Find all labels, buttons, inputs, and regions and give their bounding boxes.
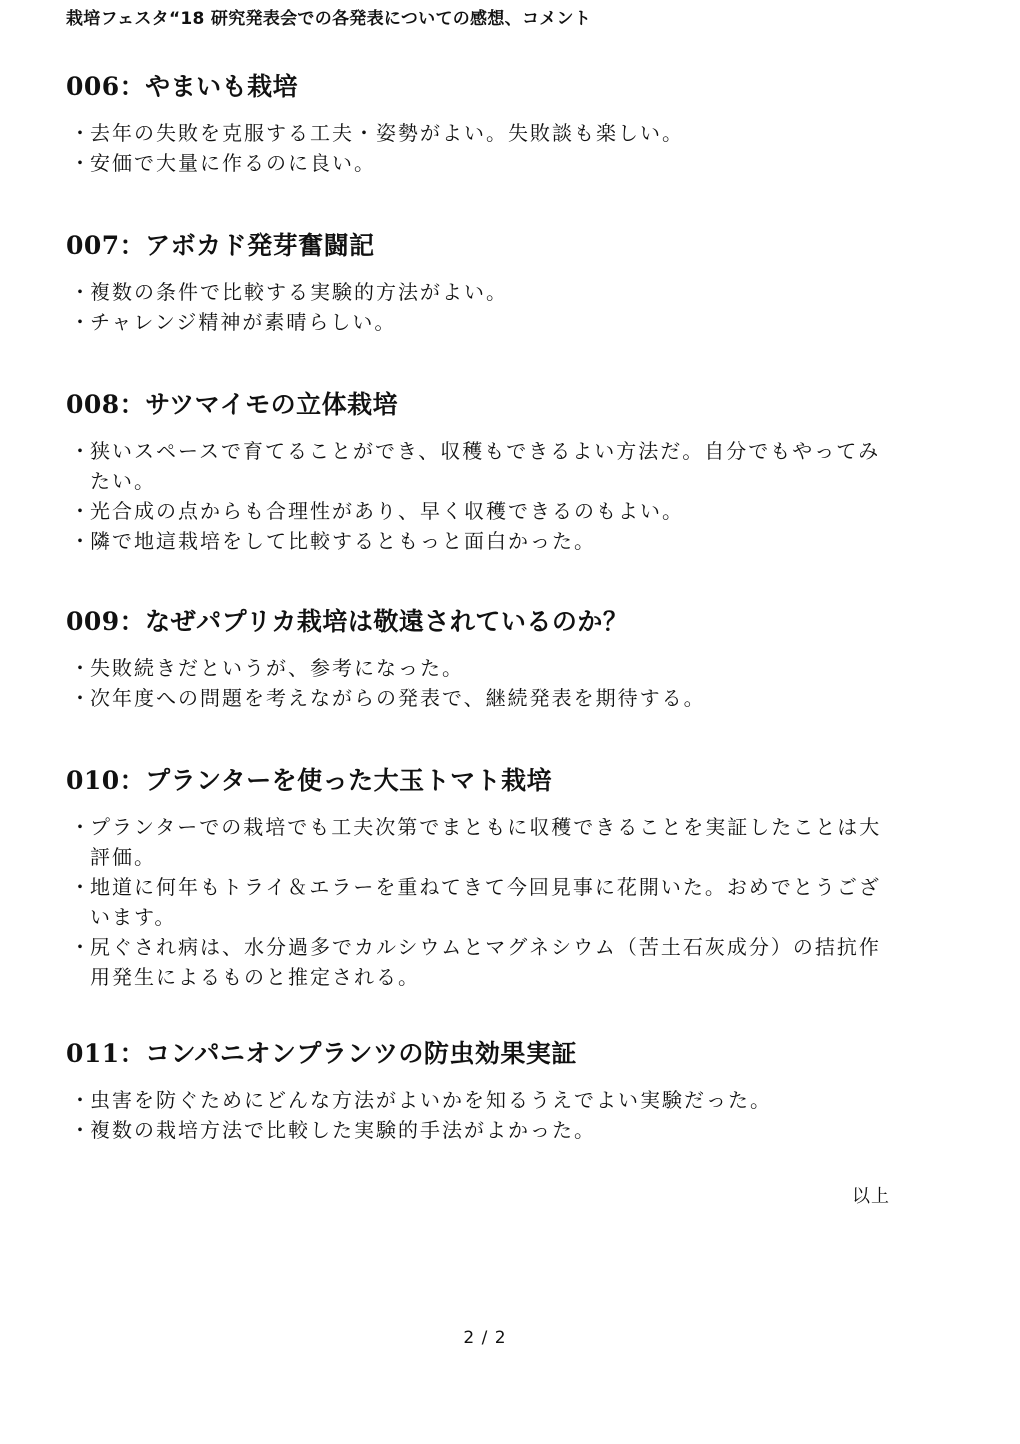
comment-text: 失敗続きだというが、参考になった。 bbox=[90, 656, 464, 680]
list-item bbox=[66, 653, 896, 683]
bullet-mark: ・ bbox=[70, 815, 92, 839]
comment-list bbox=[66, 277, 896, 337]
section-010 bbox=[66, 764, 896, 992]
bullet-mark: ・ bbox=[70, 151, 92, 175]
comment-list bbox=[66, 653, 896, 713]
bullet-mark: ・ bbox=[70, 529, 92, 553]
section-title: 008：サツマイモの立体栽培 bbox=[66, 390, 399, 419]
list-item bbox=[66, 118, 896, 148]
section-title: 009：なぜパプリカ栽培は敬遠されているのか？ bbox=[66, 607, 629, 636]
bullet-mark: ・ bbox=[70, 656, 92, 680]
section-009 bbox=[66, 605, 896, 713]
section-007 bbox=[66, 229, 896, 337]
list-item bbox=[66, 277, 896, 307]
comment-list bbox=[66, 118, 896, 178]
comment-list bbox=[66, 812, 896, 992]
comment-text: 虫害を防ぐためにどんな方法がよいかを知るうえでよい実験だった。 bbox=[90, 1088, 772, 1112]
list-item bbox=[66, 812, 896, 872]
list-item bbox=[66, 1115, 896, 1145]
section-title: 010：プランターを使った大玉トマト栽培 bbox=[66, 766, 553, 795]
comment-text: プランターでの栽培でも工夫次第でまともに収穫できることを実証したことは大評価。 bbox=[90, 815, 882, 869]
section-008 bbox=[66, 388, 896, 556]
comment-text: 隣で地這栽培をして比較するともっと面白かった。 bbox=[90, 529, 596, 553]
section-title: 011：コンパニオンプランツの防虫効果実証 bbox=[66, 1039, 577, 1068]
comment-text: 光合成の点からも合理性があり、早く収穫できるのもよい。 bbox=[90, 499, 684, 523]
bullet-mark: ・ bbox=[70, 439, 92, 463]
list-item bbox=[66, 932, 896, 992]
list-item bbox=[66, 148, 896, 178]
page-number: 2 / 2 bbox=[463, 1328, 507, 1348]
section-title: 006：やまいも栽培 bbox=[66, 72, 299, 101]
closing-remark: 以上 bbox=[852, 1186, 890, 1207]
list-item bbox=[66, 436, 896, 496]
bullet-mark: ・ bbox=[70, 935, 92, 959]
list-item bbox=[66, 683, 896, 713]
section-011 bbox=[66, 1037, 896, 1145]
bullet-mark: ・ bbox=[70, 280, 92, 304]
comment-text: 複数の条件で比較する実験的方法がよい。 bbox=[90, 280, 508, 304]
bullet-mark: ・ bbox=[70, 499, 92, 523]
comment-text: 次年度への問題を考えながらの発表で、継続発表を期待する。 bbox=[90, 686, 706, 710]
list-item bbox=[66, 872, 896, 932]
list-item bbox=[66, 526, 896, 556]
comment-text: 安価で大量に作るのに良い。 bbox=[90, 151, 376, 175]
comment-text: 尻ぐされ病は、水分過多でカルシウムとマグネシウム（苦土石灰成分）の拮抗作用発生によるものと推定される。 bbox=[90, 935, 881, 989]
bullet-mark: ・ bbox=[70, 875, 92, 899]
document-header-title: 栽培フェスタ“18 研究発表会での各発表についての感想、コメント bbox=[66, 9, 592, 29]
list-item bbox=[66, 307, 896, 337]
comment-list bbox=[66, 436, 896, 556]
comment-text: 狭いスペースで育てることができ、収穫もできるよい方法だ。自分でもやってみたい。 bbox=[90, 439, 881, 493]
section-title: 007：アボカド発芽奮闘記 bbox=[66, 231, 375, 260]
bullet-mark: ・ bbox=[70, 1118, 92, 1142]
comment-text: 複数の栽培方法で比較した実験的手法がよかった。 bbox=[90, 1118, 596, 1142]
bullet-mark: ・ bbox=[70, 121, 92, 145]
comment-text: 地道に何年もトライ＆エラーを重ねてきて今回見事に花開いた。おめでとうございます。 bbox=[90, 875, 881, 929]
comment-text: 去年の失敗を克服する工夫・姿勢がよい。失敗談も楽しい。 bbox=[90, 121, 684, 145]
list-item bbox=[66, 496, 896, 526]
bullet-mark: ・ bbox=[70, 310, 92, 334]
comment-text: チャレンジ精神が素晴らしい。 bbox=[90, 310, 397, 334]
list-item bbox=[66, 1085, 896, 1115]
bullet-mark: ・ bbox=[70, 686, 92, 710]
bullet-mark: ・ bbox=[70, 1088, 92, 1112]
section-006 bbox=[66, 70, 896, 178]
comment-list bbox=[66, 1085, 896, 1145]
